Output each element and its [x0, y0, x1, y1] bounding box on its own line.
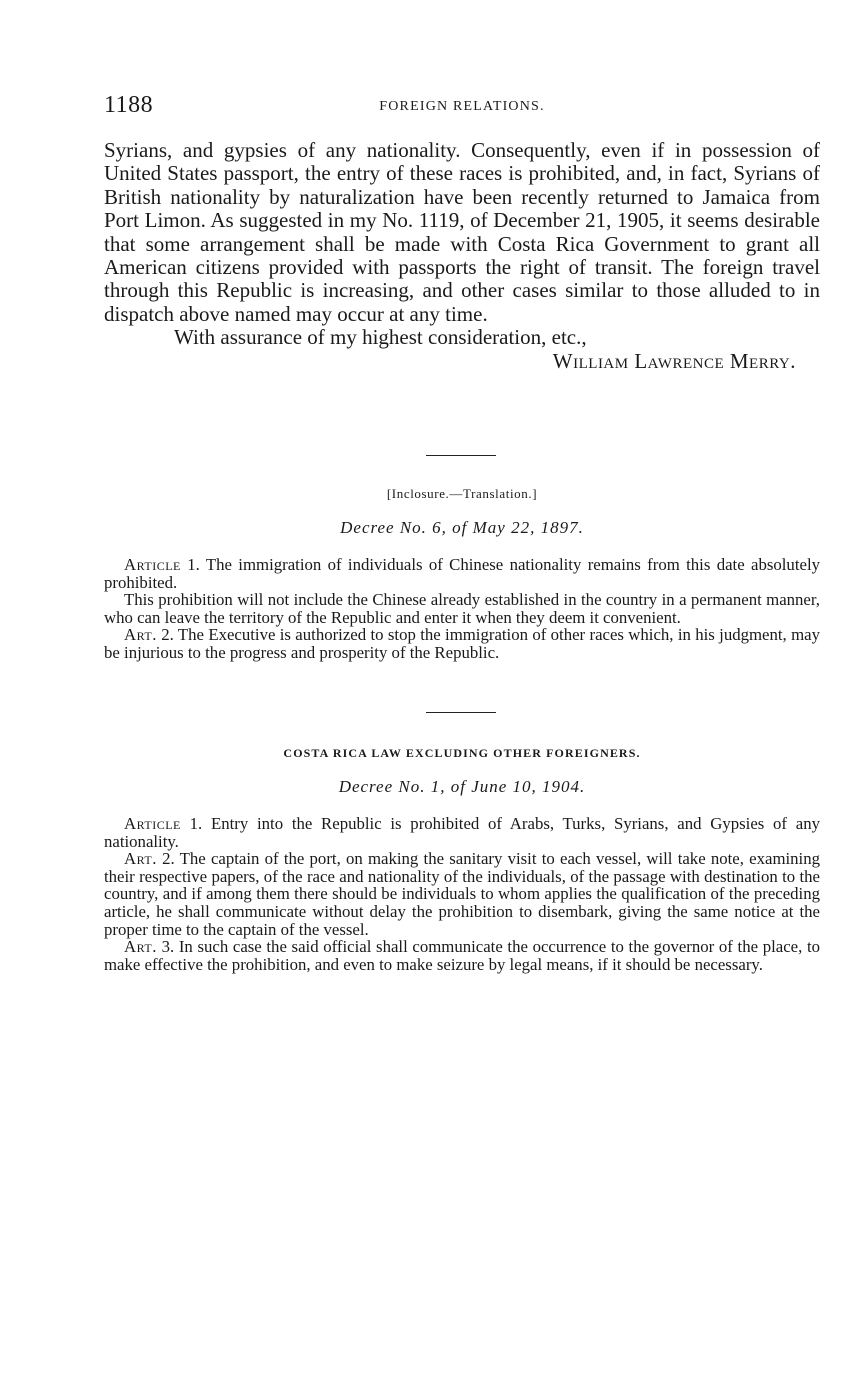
letter-body	[104, 139, 820, 373]
decree-paragraph	[104, 626, 820, 661]
decree-paragraph	[104, 938, 820, 973]
decree-paragraph	[104, 815, 820, 850]
enclosure-note: [Inclosure.—Translation.]	[386, 486, 538, 501]
decree-paragraph	[104, 556, 820, 591]
running-header	[104, 92, 820, 122]
decree-body	[104, 815, 820, 973]
section-heading: COSTA RICA LAW EXCLUDING OTHER FOREIGNERS.	[283, 746, 641, 760]
article-text: 3. In such case the said official shall communicate the occurrence to the governor of the place, to make effective the prohibition, and even to make seizure by legal means, if it should be necessary.	[104, 937, 820, 974]
running-title: FOREIGN RELATIONS.	[379, 99, 545, 114]
decree-body	[104, 556, 820, 662]
section-divider	[426, 712, 496, 713]
article-label: Art.	[124, 625, 157, 645]
letter-signature: William Lawrence Merry.	[552, 348, 796, 373]
article-label: Article	[124, 555, 181, 574]
article-text: 2. The captain of the port, on making the sanitary visit to each vessel, will take note, examining their respective papers, of the race and nationality of the individuals, of the passage with destination to the country, and if among them there should be individuals to whom applies the qualification of the preceding article, he shall communicate without delay the prohibition to disembark, giving the same notice at the proper time to the captain of the vessel.	[104, 849, 820, 939]
article-label: Article	[124, 814, 181, 833]
decree-paragraph	[104, 850, 820, 938]
article-text: 2. The Executive is authorized to stop the immigration of other races which, in his judgment, may be injurious to the progress and prosperity of the Republic.	[104, 625, 820, 662]
article-label: Art.	[124, 937, 157, 957]
letter-closing: With assurance of my highest consideration, etc.,	[174, 325, 587, 350]
letter-paragraph: Syrians, and gypsies of any nationality. Consequently, even if in possession of United States passport, the entry of these races is prohibited, and, in fact, Syrians of British nationality by naturalization have been recently returned to Jamaica from Port Limon. As suggested in my No. 1119, of December 21, 1905, it seems desirable that some arrangement shall be made with Costa Rica Government to grant all American citizens provided with passports the right of transit. The foreign travel through this Republic is increasing, and other cases similar to those alluded to in dispatch above named may occur at any time.	[104, 138, 820, 326]
section-divider	[426, 455, 496, 456]
article-text: This prohibition will not include the Chinese already established in the country in a permanent manner, who can leave the territory of the Republic and enter it when they deem it convenient.	[104, 590, 820, 627]
article-text: 1. Entry into the Republic is prohibited of Arabs, Turks, Syrians, and Gypsies of any nationality.	[104, 814, 820, 851]
decree-paragraph	[104, 591, 820, 626]
article-label: Art.	[124, 849, 157, 869]
article-text: 1. The immigration of individuals of Chinese nationality remains from this date absolutely prohibited.	[104, 555, 820, 592]
decree-title: Decree No. 6, of May 22, 1897.	[340, 518, 584, 537]
decree-title: Decree No. 1, of June 10, 1904.	[338, 777, 586, 796]
page-number: 1188	[104, 92, 154, 118]
